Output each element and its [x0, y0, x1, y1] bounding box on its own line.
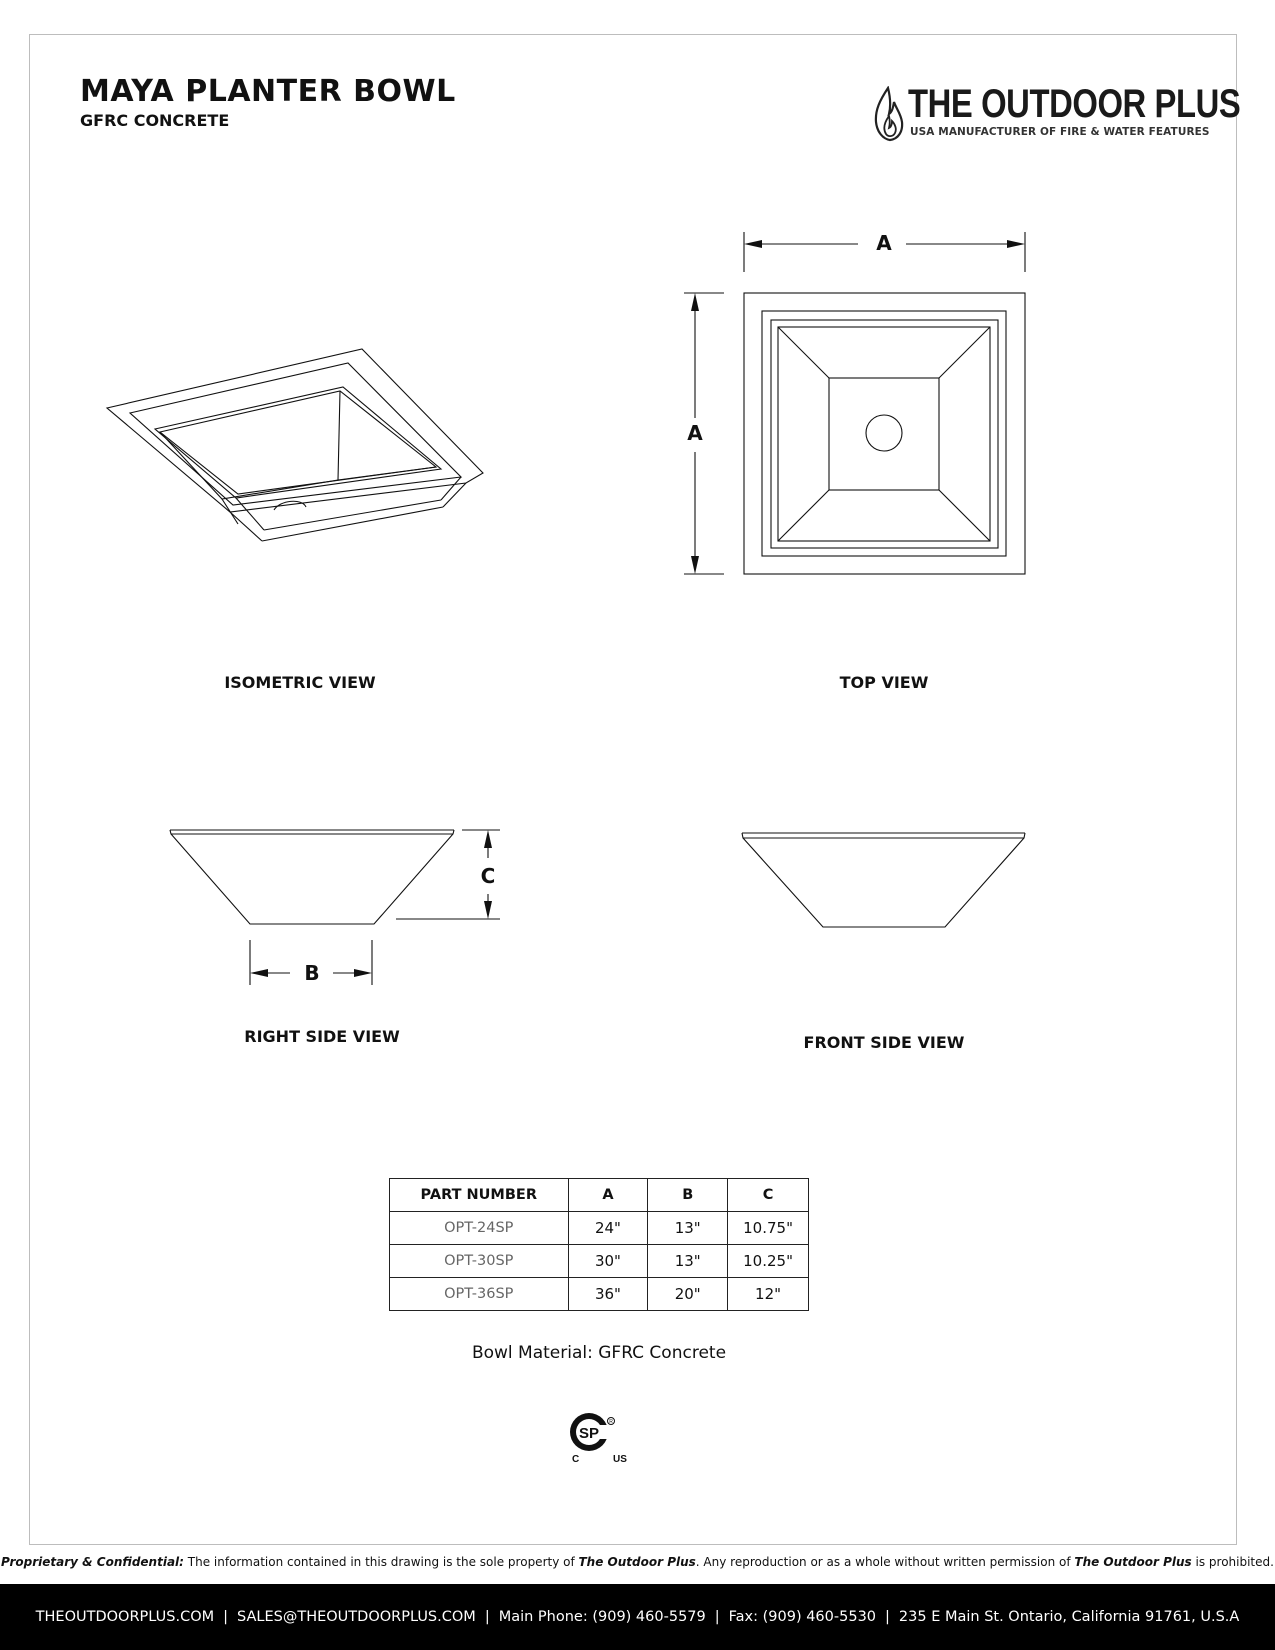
footer-email-link[interactable]: SALES@THEOUTDOORPLUS.COM	[237, 1609, 476, 1625]
dimension-a-top-label: A	[869, 231, 899, 255]
part-number-cell: OPT-36SP	[390, 1278, 569, 1311]
footer-fax: Fax: (909) 460-5530	[728, 1609, 877, 1625]
part-number-cell: OPT-24SP	[390, 1212, 569, 1245]
dimension-a-cell: 36"	[568, 1278, 648, 1311]
dimension-c-cell: 10.25"	[728, 1245, 809, 1278]
csa-c-label: C	[572, 1454, 580, 1465]
logo-tagline: USA MANUFACTURER OF FIRE & WATER FEATURES	[910, 126, 1210, 138]
disclaimer-text: . Any reproduction or as a whole without written permission of	[695, 1555, 1075, 1569]
page-subtitle: GFRC CONCRETE	[80, 111, 230, 130]
dimension-c-cell: 10.75"	[728, 1212, 809, 1245]
dimension-b-label: B	[297, 961, 327, 985]
footer-separator: |	[714, 1609, 720, 1625]
disclaimer-company: The Outdoor Plus	[578, 1555, 696, 1569]
csa-us-label: US	[613, 1454, 627, 1465]
bowl-material-text: Bowl Material: GFRC Concrete	[471, 1343, 727, 1363]
right-side-view-label: RIGHT SIDE VIEW	[244, 1027, 400, 1046]
table-row	[390, 1212, 809, 1245]
table-header-row	[390, 1179, 809, 1212]
spec-table	[389, 1178, 809, 1311]
csa-certification-mark	[566, 1412, 636, 1468]
footer-separator: |	[223, 1609, 229, 1625]
dimension-a-cell: 30"	[568, 1245, 648, 1278]
dimension-a-side-label: A	[680, 421, 710, 445]
svg-text:SP: SP	[578, 1425, 600, 1442]
column-header-a: A	[568, 1179, 648, 1212]
csa-certification-icon	[566, 1412, 636, 1454]
confidentiality-disclaimer	[0, 1555, 1275, 1569]
dimension-c-cell: 12"	[728, 1278, 809, 1311]
footer-website-link[interactable]: THEOUTDOORPLUS.COM	[35, 1609, 215, 1625]
table-row	[390, 1245, 809, 1278]
disclaimer-text: is prohibited.	[1191, 1555, 1274, 1569]
dimension-b-cell: 20"	[648, 1278, 728, 1311]
column-header-b: B	[648, 1179, 728, 1212]
dimension-b-cell: 13"	[648, 1212, 728, 1245]
footer-address: 235 E Main St. Ontario, California 91761, U.S.A	[898, 1609, 1240, 1625]
dimension-a-cell: 24"	[568, 1212, 648, 1245]
column-header-part-number: PART NUMBER	[390, 1179, 569, 1212]
footer-separator: |	[484, 1609, 490, 1625]
logo-brand-name: THE OUTDOOR PLUS	[908, 82, 1241, 126]
disclaimer-lead: Proprietary & Confidential:	[1, 1555, 184, 1569]
dimension-c-label: C	[473, 864, 503, 888]
table-row	[390, 1278, 809, 1311]
disclaimer-company: The Outdoor Plus	[1074, 1555, 1192, 1569]
footer-phone: Main Phone: (909) 460-5579	[498, 1609, 706, 1625]
right-side-view-drawing	[170, 830, 500, 985]
dimension-b-cell: 13"	[648, 1245, 728, 1278]
isometric-view-label: ISOMETRIC VIEW	[224, 673, 376, 692]
svg-text:R: R	[609, 1419, 613, 1425]
top-view-label: TOP VIEW	[839, 673, 929, 692]
disclaimer-text: The information contained in this drawing is the sole property of	[183, 1555, 579, 1569]
page-title: MAYA PLANTER BOWL	[80, 74, 456, 109]
front-side-view-drawing	[742, 833, 1025, 927]
footer-separator: |	[885, 1609, 890, 1625]
isometric-view-drawing	[107, 349, 483, 541]
front-side-view-label: FRONT SIDE VIEW	[803, 1033, 965, 1052]
contact-footer	[0, 1584, 1275, 1650]
column-header-c: C	[728, 1179, 809, 1212]
part-number-cell: OPT-30SP	[390, 1245, 569, 1278]
top-view-drawing	[684, 232, 1025, 574]
